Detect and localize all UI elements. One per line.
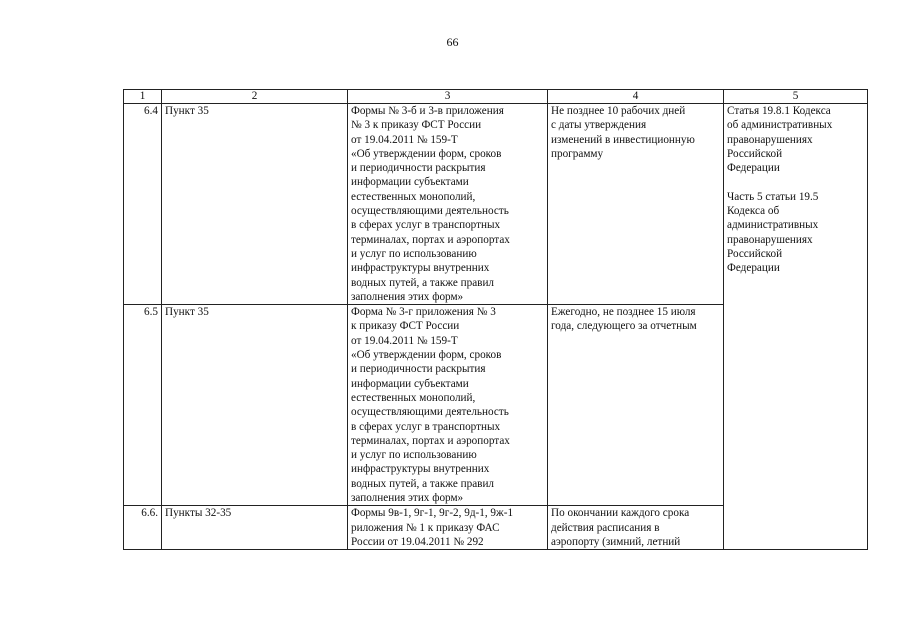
deadline-cell: Ежегодно, не позднее 15 июля года, следующего за отчетным (548, 305, 724, 506)
document-cell: Форма № 3-г приложения № 3 к приказу ФСТ России от 19.04.2011 № 159-Т «Об утверждении форм, сроков и периодичности раскрытия информации субъектами естественных монополий, осуществляющими деятельность в сферах услуг в транспортных терминалах, портах и аэропортах и услуг по использованию инфраструктуры внутренних водных путей, а также правил заполнения этих форм» (348, 305, 548, 506)
clause-cell: Пункты 32-35 (162, 506, 348, 550)
column-header: 4 (548, 90, 724, 104)
row-number: 6.5 (124, 305, 162, 506)
deadline-cell: Не позднее 10 рабочих дней с даты утверждения изменений в инвестиционную программу (548, 104, 724, 305)
document-cell: Формы 9в-1, 9г-1, 9г-2, 9д-1, 9ж-1 риложения № 1 к приказу ФАС России от 19.04.2011 № 292 (348, 506, 548, 550)
column-header: 2 (162, 90, 348, 104)
row-number: 6.4 (124, 104, 162, 305)
row-number: 6.6. (124, 506, 162, 550)
page-number: 66 (446, 35, 459, 49)
clause-cell: Пункт 35 (162, 305, 348, 506)
column-header: 1 (124, 90, 162, 104)
column-header: 3 (348, 90, 548, 104)
penalty-cell: Статья 19.8.1 Кодекса об административных правонарушениях Российской Федерации Часть 5 статьи 19.5 Кодекса об административных правонарушениях Российской Федерации (724, 104, 868, 550)
table-row (124, 104, 868, 305)
requirements-table (123, 89, 868, 550)
table-header-row (124, 90, 868, 104)
document-cell: Формы № 3-б и 3-в приложения № 3 к приказу ФСТ России от 19.04.2011 № 159-Т «Об утверждении форм, сроков и периодичности раскрытия информации субъектами естественных монополий, осуществляющими деятельность в сферах услуг в транспортных терминалах, портах и аэропортах и услуг по использованию инфраструктуры внутренних водных путей, а также правил заполнения этих форм» (348, 104, 548, 305)
deadline-cell: По окончании каждого срока действия расписания в аэропорту (зимний, летний (548, 506, 724, 550)
column-header: 5 (724, 90, 868, 104)
clause-cell: Пункт 35 (162, 104, 348, 305)
